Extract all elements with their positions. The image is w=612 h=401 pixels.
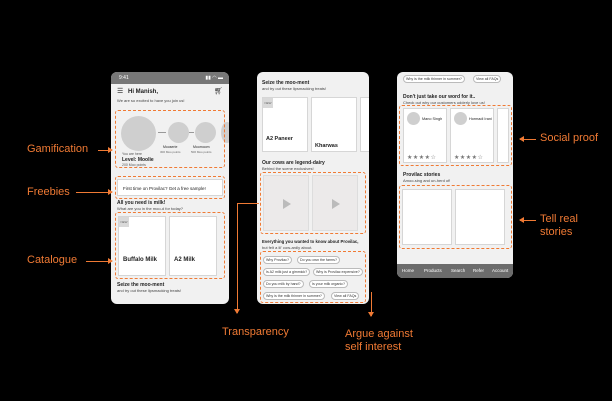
menu-icon[interactable]: ☰	[117, 88, 124, 95]
reviewer-name: Hormadi Irani	[469, 117, 492, 121]
level-label: Level: Moolie	[122, 157, 154, 163]
milestone-points: 300 Moo points	[160, 150, 181, 154]
social-subtitle: Check out why our customers udderly love us!	[403, 100, 485, 105]
stories-subtitle: Amoo-sing and un-herd of!	[403, 178, 451, 183]
annotation-gamification: Gamification	[27, 143, 89, 155]
new-badge: NEW	[263, 98, 273, 108]
treat-card-kharwas[interactable]	[311, 97, 357, 152]
treat-name: A2 Paneer	[266, 136, 293, 142]
nav-refer[interactable]: Refer	[473, 268, 485, 273]
faq-pill[interactable]: Why is the milk thinner in summer?	[403, 75, 465, 83]
annotation-catalogue: Catalogue	[27, 254, 78, 266]
milestone-name: Moomoom	[193, 145, 210, 149]
phone-social-screen	[397, 72, 513, 278]
faq-view-all-button[interactable]: View all FAQs	[331, 292, 359, 300]
catalogue-highlight	[115, 212, 225, 279]
treats-subtitle: and try out these lipsmacking treats!	[262, 86, 327, 91]
rating-stars: ★★★★☆	[454, 155, 484, 161]
social-proof-highlight	[399, 105, 512, 166]
cows-title: Our cows are legend-dairy	[262, 160, 325, 166]
annotation-social-proof: Social proof	[540, 132, 599, 144]
free-sample-text: First time on Provilac? Get a free sample!	[123, 186, 206, 191]
annotation-tell-stories: Tell real stories	[540, 213, 578, 238]
faq-pill[interactable]: Why Provilac?	[263, 256, 292, 264]
product-name: A2 Milk	[174, 257, 196, 263]
rating-stars: ★★★★☆	[407, 155, 437, 161]
treats-subtitle: and try out these lipsmacking treats!	[117, 288, 182, 293]
faq-highlight	[260, 251, 366, 303]
faq-pill[interactable]: Do you own the farms?	[297, 256, 340, 264]
faq-pill[interactable]: Is your milk organic?	[309, 280, 348, 288]
cart-icon[interactable]: 🛒︎	[214, 88, 223, 95]
greeting: Hi Manish,	[128, 89, 159, 95]
faq-title: Everything you wanted to know about Provilac,	[262, 239, 359, 244]
phone-scrolled-screen	[257, 72, 369, 304]
treats-title: Seize the moo-ment	[262, 80, 310, 86]
nav-account[interactable]: Account	[492, 268, 509, 273]
freebies-highlight	[115, 176, 225, 199]
faq-subtitle: but felt a lil' cow-ardly about.	[262, 245, 313, 250]
transparency-highlight	[260, 172, 366, 234]
catalogue-title: All you need is milk!	[117, 200, 166, 206]
treat-name: Kharwas	[315, 143, 338, 149]
arrow-gamification	[98, 150, 112, 151]
arrow-stories	[520, 220, 536, 221]
product-name: Buffalo Milk	[123, 257, 157, 263]
status-icons: ▮▮ ◠ ▬	[205, 75, 223, 81]
nav-products[interactable]: Products	[424, 268, 442, 273]
faq-pill[interactable]: Why is the milk thinner in summer?	[263, 292, 325, 300]
treats-title: Seize the moo-ment	[117, 282, 165, 288]
bottom-nav	[397, 264, 513, 278]
stories-title: Provilac stories	[403, 172, 441, 178]
treat-card-a2-paneer[interactable]	[262, 97, 308, 152]
arrow-catalogue	[86, 261, 112, 262]
milestone-points: 500 Moo points	[191, 150, 212, 154]
social-title: Don't just take our word for it..	[403, 94, 476, 100]
faq-pill[interactable]: Do you milk by hand?	[263, 280, 304, 288]
annotation-argue: Argue against self interest	[345, 328, 413, 353]
stories-highlight	[399, 185, 512, 249]
gamification-highlight	[115, 110, 225, 168]
nav-home[interactable]: Home	[402, 268, 415, 273]
arrow-argue	[371, 292, 372, 316]
nav-search[interactable]: Search	[451, 268, 466, 273]
faq-pill[interactable]: Is A2 milk just a gimmick?	[263, 268, 310, 276]
connector-transparency	[237, 203, 259, 204]
greeting-subtitle: We are so excited to have you join us!	[117, 98, 185, 103]
level-points: 200 Moo points	[122, 163, 146, 167]
arrow-social-proof	[520, 139, 536, 140]
phone-home-screen	[111, 72, 229, 304]
faq-pill[interactable]: Why is Provilac expensive?	[313, 268, 363, 276]
arrow-freebies	[76, 192, 112, 193]
annotation-freebies: Freebies	[27, 186, 70, 198]
arrow-transparency	[237, 203, 238, 313]
cows-subtitle: Behind the scene exclusives!	[262, 166, 314, 171]
catalogue-subtitle: What are you in the moo-d for today?	[117, 206, 184, 211]
milestone-name: Mooserie	[163, 145, 178, 149]
you-are-here-label: You are here	[122, 152, 142, 156]
new-badge: NEW	[119, 217, 129, 227]
annotation-transparency: Transparency	[222, 326, 289, 338]
faq-view-all-button[interactable]: View all FAQs	[473, 75, 501, 83]
status-time: 9:41	[119, 75, 129, 81]
treat-card-partial	[360, 97, 369, 152]
status-bar	[111, 72, 229, 84]
reviewer-name: Mano Singh	[422, 117, 443, 121]
